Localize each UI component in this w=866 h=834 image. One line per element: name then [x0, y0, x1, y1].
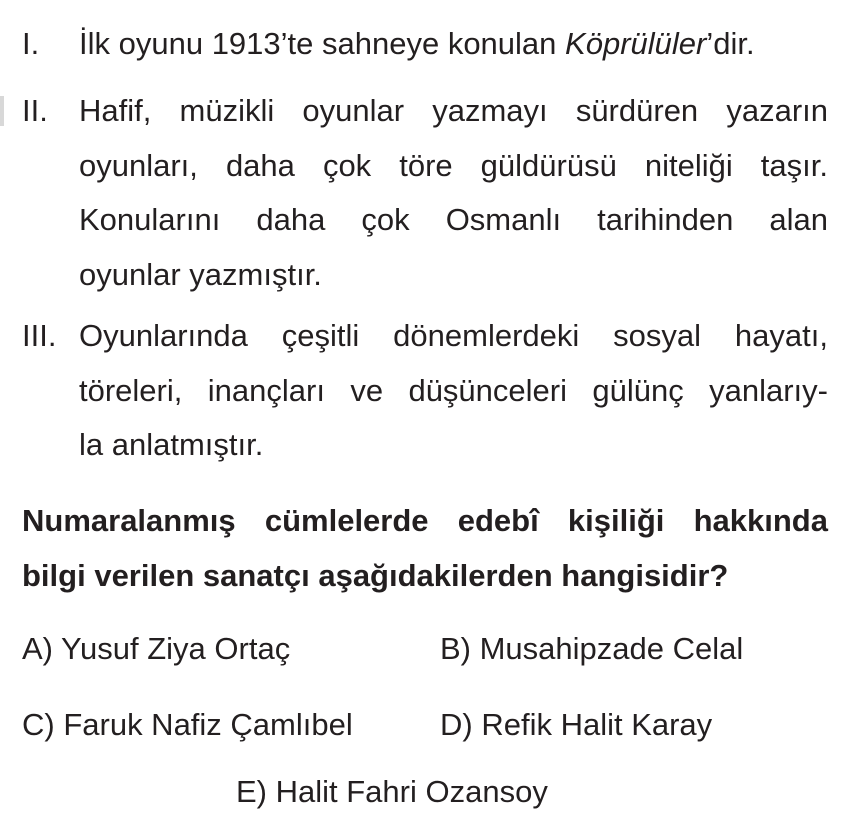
statement-line: Oyunlarında çeşitli dönemlerdeki sosyal hayatı, [79, 318, 828, 353]
question-stem [22, 494, 828, 603]
question-line: bilgi verilen sanatçı aşağıdakilerden hangisidir? [22, 557, 729, 593]
statement-text-start: İlk oyunu 1913’te sahneye konulan [79, 26, 566, 61]
statement-text-end: ’dir. [706, 26, 755, 61]
option-b[interactable]: B) Musahipzade Celal [440, 631, 744, 666]
statement-line: Hafif, müzikli oyunlar yazmayı sürdüren yazarın [79, 93, 828, 128]
statement-text [79, 309, 828, 473]
statement-2 [22, 84, 828, 302]
statement-3 [22, 309, 828, 473]
question-line: Numaralanmış cümlelerde edebî kişiliği hakkında [22, 503, 828, 538]
play-title: Köprülüler [565, 26, 707, 61]
statement-line: oyunları, daha çok töre güldürüsü niteliği taşır. [79, 147, 828, 183]
statement-text [79, 17, 828, 72]
option-a[interactable]: A) Yusuf Ziya Ortaç [22, 631, 291, 666]
margin-marker [0, 96, 4, 126]
statement-line: oyunlar yazmıştır. [79, 256, 322, 292]
option-e[interactable]: E) Halit Fahri Ozansoy [236, 774, 548, 809]
statement-1 [22, 17, 828, 72]
option-d[interactable]: D) Refik Halit Karay [440, 707, 713, 742]
statement-line: Konularını daha çok Osmanlı tarihinden alan [79, 202, 828, 237]
statement-line: töreleri, inançları ve düşünceleri gülünç yanlarıy- [79, 372, 828, 408]
option-c[interactable]: C) Faruk Nafiz Çamlıbel [22, 707, 353, 742]
statement-number: II. [22, 93, 48, 128]
statement-line: la anlatmıştır. [79, 427, 264, 462]
statement-text [79, 84, 828, 302]
statement-number: III. [22, 318, 57, 353]
statement-number: I. [22, 26, 40, 61]
